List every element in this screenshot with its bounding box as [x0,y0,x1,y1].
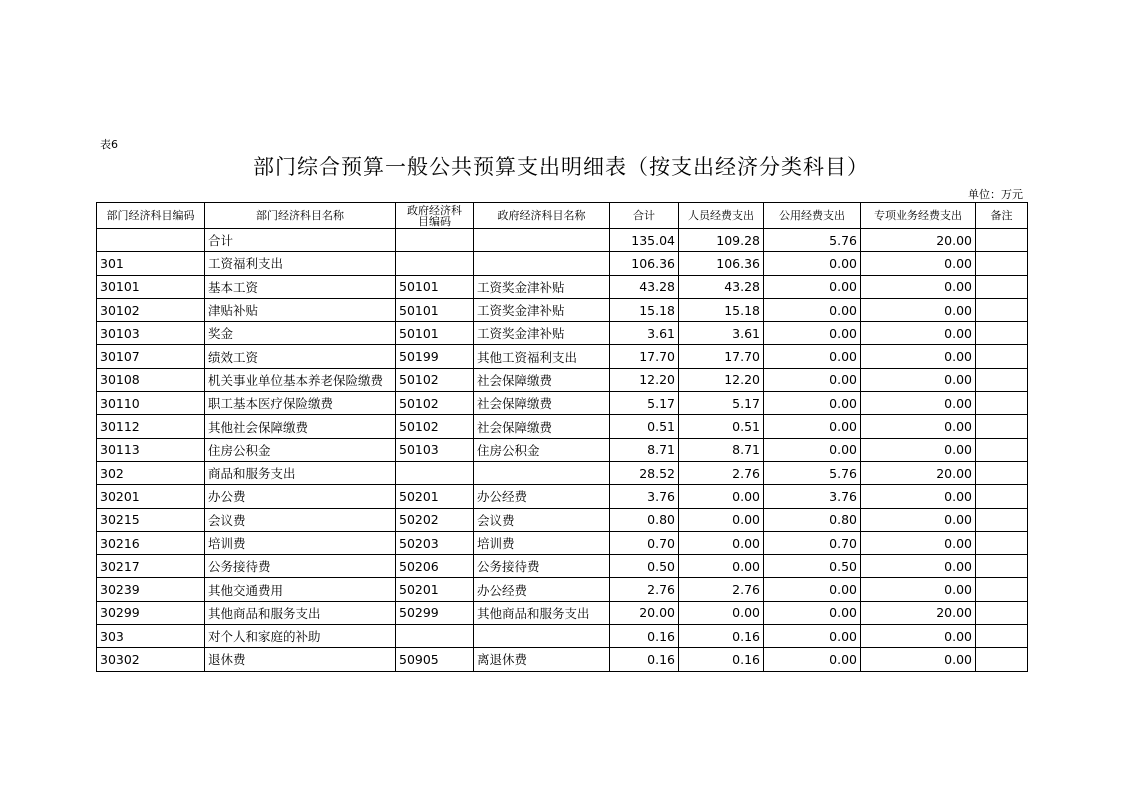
cell-personnel: 2.76 [679,461,764,484]
cell-total: 8.71 [610,438,679,461]
table-row [97,438,1028,461]
cell-public: 0.80 [764,508,861,531]
cell-dept-code: 30201 [97,485,205,508]
cell-remarks [976,508,1028,531]
cell-total: 17.70 [610,345,679,368]
cell-gov-code [396,625,474,648]
cell-gov-name: 工资奖金津补贴 [474,298,610,321]
cell-gov-name [474,229,610,252]
table-number-label: 表6 [100,138,118,151]
cell-gov-code [396,229,474,252]
cell-public: 0.00 [764,392,861,415]
cell-remarks [976,322,1028,345]
cell-personnel: 0.00 [679,531,764,554]
cell-dept-name: 奖金 [205,322,396,345]
table-row-category [97,252,1028,275]
cell-gov-name: 住房公积金 [474,438,610,461]
cell-personnel: 17.70 [679,345,764,368]
cell-remarks [976,485,1028,508]
table-row [97,368,1028,391]
cell-dept-code: 30102 [97,298,205,321]
cell-public: 0.00 [764,601,861,624]
table-row [97,508,1028,531]
cell-total: 12.20 [610,368,679,391]
cell-personnel: 0.51 [679,415,764,438]
cell-remarks [976,555,1028,578]
cell-special: 0.00 [861,368,976,391]
cell-personnel: 3.61 [679,322,764,345]
cell-dept-name: 其他交通费用 [205,578,396,601]
cell-gov-name: 会议费 [474,508,610,531]
cell-gov-name: 社会保障缴费 [474,368,610,391]
table-row-category [97,625,1028,648]
cell-special: 0.00 [861,322,976,345]
cell-personnel: 0.16 [679,625,764,648]
cell-dept-name: 公务接待费 [205,555,396,578]
cell-total: 5.17 [610,392,679,415]
cell-dept-code: 30239 [97,578,205,601]
header-dept-code: 部门经济科目编码 [97,203,205,229]
cell-special: 0.00 [861,415,976,438]
cell-gov-name [474,625,610,648]
cell-dept-name: 津贴补贴 [205,298,396,321]
header-gov-name: 政府经济科目名称 [474,203,610,229]
cell-special: 0.00 [861,578,976,601]
cell-public: 0.70 [764,531,861,554]
cell-dept-code: 30302 [97,648,205,671]
cell-public: 0.00 [764,252,861,275]
table-row [97,531,1028,554]
cell-public: 0.50 [764,555,861,578]
cell-total: 3.61 [610,322,679,345]
cell-gov-code [396,252,474,275]
cell-gov-name: 工资奖金津补贴 [474,322,610,345]
cell-public: 5.76 [764,461,861,484]
cell-gov-code: 50102 [396,392,474,415]
cell-special: 0.00 [861,392,976,415]
cell-personnel: 43.28 [679,275,764,298]
cell-remarks [976,461,1028,484]
cell-public: 0.00 [764,578,861,601]
cell-gov-name: 离退休费 [474,648,610,671]
cell-gov-code: 50101 [396,322,474,345]
cell-personnel: 0.00 [679,508,764,531]
cell-total: 43.28 [610,275,679,298]
cell-gov-name [474,252,610,275]
cell-total: 20.00 [610,601,679,624]
cell-special: 0.00 [861,275,976,298]
cell-gov-code: 50199 [396,345,474,368]
table-row [97,601,1028,624]
cell-total: 135.04 [610,229,679,252]
cell-remarks [976,415,1028,438]
cell-personnel: 106.36 [679,252,764,275]
cell-special: 20.00 [861,601,976,624]
cell-public: 0.00 [764,298,861,321]
cell-remarks [976,648,1028,671]
cell-gov-name: 社会保障缴费 [474,415,610,438]
cell-special: 0.00 [861,485,976,508]
cell-special: 0.00 [861,531,976,554]
cell-public: 0.00 [764,368,861,391]
cell-dept-name: 合计 [205,229,396,252]
cell-remarks [976,438,1028,461]
document-title: 部门综合预算一般公共预算支出明细表（按支出经济分类科目） [253,155,869,179]
cell-remarks [976,252,1028,275]
cell-personnel: 5.17 [679,392,764,415]
table-row [97,298,1028,321]
cell-dept-name: 住房公积金 [205,438,396,461]
cell-dept-code: 30113 [97,438,205,461]
table-row-total [97,229,1028,252]
cell-gov-code: 50905 [396,648,474,671]
cell-gov-code: 50203 [396,531,474,554]
cell-remarks [976,275,1028,298]
cell-gov-name: 社会保障缴费 [474,392,610,415]
cell-dept-code: 30110 [97,392,205,415]
table-row-category [97,461,1028,484]
cell-public: 0.00 [764,415,861,438]
cell-personnel: 8.71 [679,438,764,461]
header-personnel: 人员经费支出 [679,203,764,229]
cell-gov-code: 50299 [396,601,474,624]
cell-special: 20.00 [861,229,976,252]
cell-total: 15.18 [610,298,679,321]
cell-personnel: 15.18 [679,298,764,321]
cell-public: 0.00 [764,345,861,368]
cell-total: 0.51 [610,415,679,438]
cell-public: 0.00 [764,625,861,648]
cell-dept-code: 30107 [97,345,205,368]
cell-special: 0.00 [861,298,976,321]
cell-dept-name: 绩效工资 [205,345,396,368]
cell-personnel: 109.28 [679,229,764,252]
unit-note: 单位：万元 [968,188,1023,201]
table-row [97,485,1028,508]
cell-dept-code: 30101 [97,275,205,298]
cell-dept-code: 30112 [97,415,205,438]
cell-dept-code: 302 [97,461,205,484]
cell-remarks [976,601,1028,624]
cell-dept-name: 基本工资 [205,275,396,298]
table-body [97,229,1028,672]
cell-gov-code: 50101 [396,275,474,298]
cell-total: 3.76 [610,485,679,508]
table-row [97,648,1028,671]
cell-dept-name: 其他商品和服务支出 [205,601,396,624]
cell-dept-name: 对个人和家庭的补助 [205,625,396,648]
cell-dept-name: 会议费 [205,508,396,531]
header-dept-name: 部门经济科目名称 [205,203,396,229]
header-total: 合计 [610,203,679,229]
cell-total: 2.76 [610,578,679,601]
cell-dept-code: 30215 [97,508,205,531]
cell-remarks [976,392,1028,415]
cell-dept-code [97,229,205,252]
cell-personnel: 0.00 [679,485,764,508]
cell-gov-name: 其他商品和服务支出 [474,601,610,624]
header-public: 公用经费支出 [764,203,861,229]
cell-special: 0.00 [861,625,976,648]
cell-remarks [976,368,1028,391]
cell-gov-code: 50202 [396,508,474,531]
table-header-row [97,203,1028,229]
cell-dept-code: 30108 [97,368,205,391]
cell-gov-name: 培训费 [474,531,610,554]
cell-dept-name: 职工基本医疗保险缴费 [205,392,396,415]
cell-personnel: 0.00 [679,555,764,578]
cell-dept-code: 30299 [97,601,205,624]
cell-dept-name: 工资福利支出 [205,252,396,275]
cell-gov-code: 50102 [396,368,474,391]
cell-special: 0.00 [861,508,976,531]
cell-remarks [976,345,1028,368]
table-row [97,345,1028,368]
cell-gov-code [396,461,474,484]
cell-dept-name: 其他社会保障缴费 [205,415,396,438]
cell-gov-code: 50103 [396,438,474,461]
cell-total: 0.50 [610,555,679,578]
cell-remarks [976,229,1028,252]
cell-remarks [976,298,1028,321]
cell-remarks [976,578,1028,601]
cell-gov-name: 公务接待费 [474,555,610,578]
cell-dept-name: 办公费 [205,485,396,508]
cell-gov-name: 办公经费 [474,485,610,508]
table-row [97,415,1028,438]
cell-special: 20.00 [861,461,976,484]
cell-total: 0.70 [610,531,679,554]
cell-gov-name [474,461,610,484]
cell-public: 0.00 [764,322,861,345]
cell-gov-code: 50201 [396,578,474,601]
cell-gov-name: 其他工资福利支出 [474,345,610,368]
cell-dept-code: 303 [97,625,205,648]
cell-public: 5.76 [764,229,861,252]
cell-personnel: 2.76 [679,578,764,601]
cell-gov-name: 工资奖金津补贴 [474,275,610,298]
cell-total: 0.16 [610,625,679,648]
cell-dept-name: 培训费 [205,531,396,554]
cell-gov-code: 50206 [396,555,474,578]
cell-public: 0.00 [764,438,861,461]
cell-total: 0.80 [610,508,679,531]
cell-special: 0.00 [861,252,976,275]
cell-personnel: 12.20 [679,368,764,391]
cell-gov-code: 50101 [396,298,474,321]
cell-dept-name: 退休费 [205,648,396,671]
cell-dept-name: 机关事业单位基本养老保险缴费 [205,368,396,391]
cell-public: 3.76 [764,485,861,508]
cell-gov-code: 50102 [396,415,474,438]
cell-public: 0.00 [764,275,861,298]
cell-remarks [976,625,1028,648]
cell-dept-code: 30217 [97,555,205,578]
table-row [97,392,1028,415]
cell-special: 0.00 [861,555,976,578]
cell-total: 0.16 [610,648,679,671]
header-remarks: 备注 [976,203,1028,229]
cell-special: 0.00 [861,648,976,671]
cell-dept-code: 30216 [97,531,205,554]
cell-personnel: 0.00 [679,601,764,624]
table-row [97,275,1028,298]
table-row [97,555,1028,578]
cell-special: 0.00 [861,438,976,461]
cell-dept-name: 商品和服务支出 [205,461,396,484]
cell-remarks [976,531,1028,554]
header-gov-code: 政府经济科目编码 [396,203,474,229]
cell-gov-name: 办公经费 [474,578,610,601]
cell-public: 0.00 [764,648,861,671]
cell-gov-code: 50201 [396,485,474,508]
cell-dept-code: 30103 [97,322,205,345]
cell-total: 106.36 [610,252,679,275]
cell-personnel: 0.16 [679,648,764,671]
table-row [97,322,1028,345]
header-special: 专项业务经费支出 [861,203,976,229]
table-row [97,578,1028,601]
cell-special: 0.00 [861,345,976,368]
cell-total: 28.52 [610,461,679,484]
budget-detail-table [96,202,1028,672]
cell-dept-code: 301 [97,252,205,275]
